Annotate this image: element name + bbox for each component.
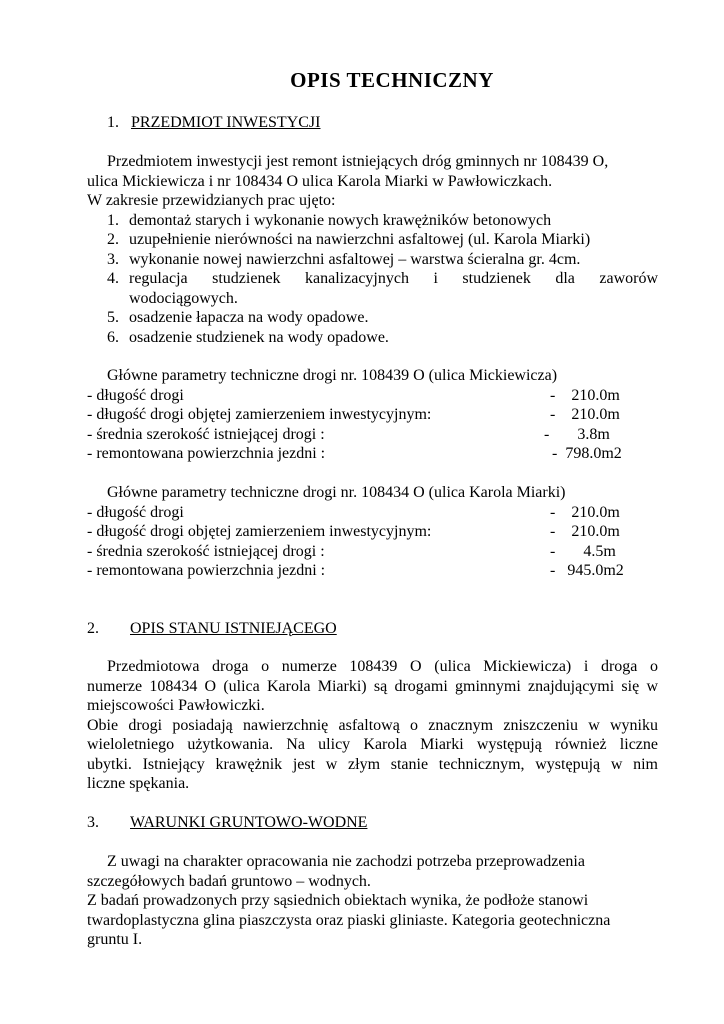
section-3-line-3: Z badań prowadzonych przy sąsiednich obiektach wynika, że podłoże stanowi bbox=[87, 892, 589, 909]
section-3-title: WARUNKI GRUNTOWO-WODNE bbox=[130, 814, 368, 831]
list-item-4-continuation: wodociągowych. bbox=[129, 290, 238, 307]
section-1-intro-line-3: W zakresie przewidzianych prac ujęto: bbox=[87, 192, 336, 209]
section-3-line-5: gruntu I. bbox=[87, 931, 143, 948]
list-item-6 bbox=[107, 328, 658, 348]
list-item-number: 5. bbox=[107, 309, 119, 326]
section-1-number: 1. bbox=[107, 114, 119, 131]
section-2-line-6: ubytki. Istniejący krawężnik jest w złym stanie technicznym, występują w nim bbox=[87, 756, 658, 773]
list-item-3 bbox=[107, 250, 658, 270]
list-item-5 bbox=[107, 308, 658, 328]
section-2-line-2: numerze 108434 O (ulica Karola Miarki) są drogami gminnymi znajdującymi się w bbox=[87, 678, 658, 695]
param-label: - długość drogi bbox=[87, 504, 184, 521]
param-value: - 798.0m2 bbox=[552, 445, 622, 462]
section-1-intro-line-1: Przedmiotem inwestycji jest remont istniejących dróg gminnych nr 108439 O, bbox=[107, 153, 609, 170]
list-item-number: 6. bbox=[107, 329, 119, 346]
list-item-text: uzupełnienie nierówności na nawierzchni asfaltowej (ul. Karola Miarki) bbox=[129, 231, 591, 248]
section-2-heading bbox=[87, 620, 337, 638]
list-item-text: osadzenie studzienek na wody opadowe. bbox=[129, 329, 389, 346]
section-2-line-5: wieloletniego użytkowania. Na ulicy Karola Miarki występują również liczne bbox=[87, 736, 658, 753]
param-label: - średnia szerokość istniejącej drogi : bbox=[87, 426, 325, 443]
list-item-number: 2. bbox=[107, 231, 119, 248]
section-2-line-3: miejscowości Pawłowiczki. bbox=[87, 697, 265, 714]
section-2-line-1: Przedmiotowa droga o numerze 108439 O (ulica Mickiewicza) i droga o bbox=[107, 658, 658, 675]
param-label: - średnia szerokość istniejącej drogi : bbox=[87, 543, 325, 560]
param-label: - remontowana powierzchnia jezdni : bbox=[87, 562, 326, 579]
list-item-4 bbox=[107, 269, 658, 289]
param-value: - 210.0m bbox=[550, 406, 620, 423]
list-item-text: osadzenie łapacza na wody opadowe. bbox=[129, 309, 369, 326]
section-2-line-7: liczne spękania. bbox=[87, 775, 190, 792]
section-1-intro-line-2: ulica Mickiewicza i nr 108434 O ulica Karola Miarki w Pawłowiczkach. bbox=[87, 173, 553, 190]
list-item-text: demontaż starych i wykonanie nowych krawężników betonowych bbox=[129, 212, 552, 229]
params-b-title: Główne parametry techniczne drogi nr. 108434 O (ulica Karola Miarki) bbox=[107, 484, 566, 501]
param-value: - 210.0m bbox=[550, 387, 620, 404]
param-value: - 3.8m bbox=[544, 426, 610, 443]
section-2-title: OPIS STANU ISTNIEJĄCEGO bbox=[130, 620, 337, 637]
param-value: - 210.0m bbox=[550, 523, 620, 540]
section-3-line-2: szczegółowych badań gruntowo – wodnych. bbox=[87, 873, 371, 890]
param-value: - 945.0m2 bbox=[550, 562, 624, 579]
section-3-heading bbox=[87, 814, 367, 832]
param-label: - długość drogi objętej zamierzeniem inwestycyjnym: bbox=[87, 523, 432, 540]
section-3-line-4: twardoplastyczna glina piaszczysta oraz piaski gliniaste. Kategoria geotechniczna bbox=[87, 912, 611, 929]
document-title: OPIS TECHNICZNY bbox=[290, 68, 494, 92]
list-item-number: 4. bbox=[107, 270, 119, 287]
section-1-heading bbox=[107, 114, 320, 132]
param-value: - 4.5m bbox=[550, 543, 616, 560]
list-item-text: regulacja studzienek kanalizacyjnych i studzienek dla zaworów bbox=[129, 270, 658, 287]
list-item-number: 3. bbox=[107, 251, 119, 268]
param-label: - długość drogi objętej zamierzeniem inwestycyjnym: bbox=[87, 406, 432, 423]
param-value: - 210.0m bbox=[550, 504, 620, 521]
section-3-number: 3. bbox=[87, 814, 99, 831]
list-item-1 bbox=[107, 211, 658, 231]
list-item-2 bbox=[107, 230, 658, 250]
param-label: - remontowana powierzchnia jezdni : bbox=[87, 445, 326, 462]
param-label: - długość drogi bbox=[87, 387, 184, 404]
section-2-line-4: Obie drogi posiadają nawierzchnię asfaltową o znacznym zniszczeniu w wyniku bbox=[87, 717, 658, 734]
section-3-line-1: Z uwagi na charakter opracowania nie zachodzi potrzeba przeprowadzenia bbox=[107, 853, 585, 870]
list-item-text: wykonanie nowej nawierzchni asfaltowej – warstwa ścieralna gr. 4cm. bbox=[129, 251, 581, 268]
section-2-number: 2. bbox=[87, 620, 99, 637]
section-1-title: PRZEDMIOT INWESTYCJI bbox=[131, 114, 321, 131]
list-item-number: 1. bbox=[107, 212, 119, 229]
params-a-title: Główne parametry techniczne drogi nr. 108439 O (ulica Mickiewicza) bbox=[107, 367, 558, 384]
